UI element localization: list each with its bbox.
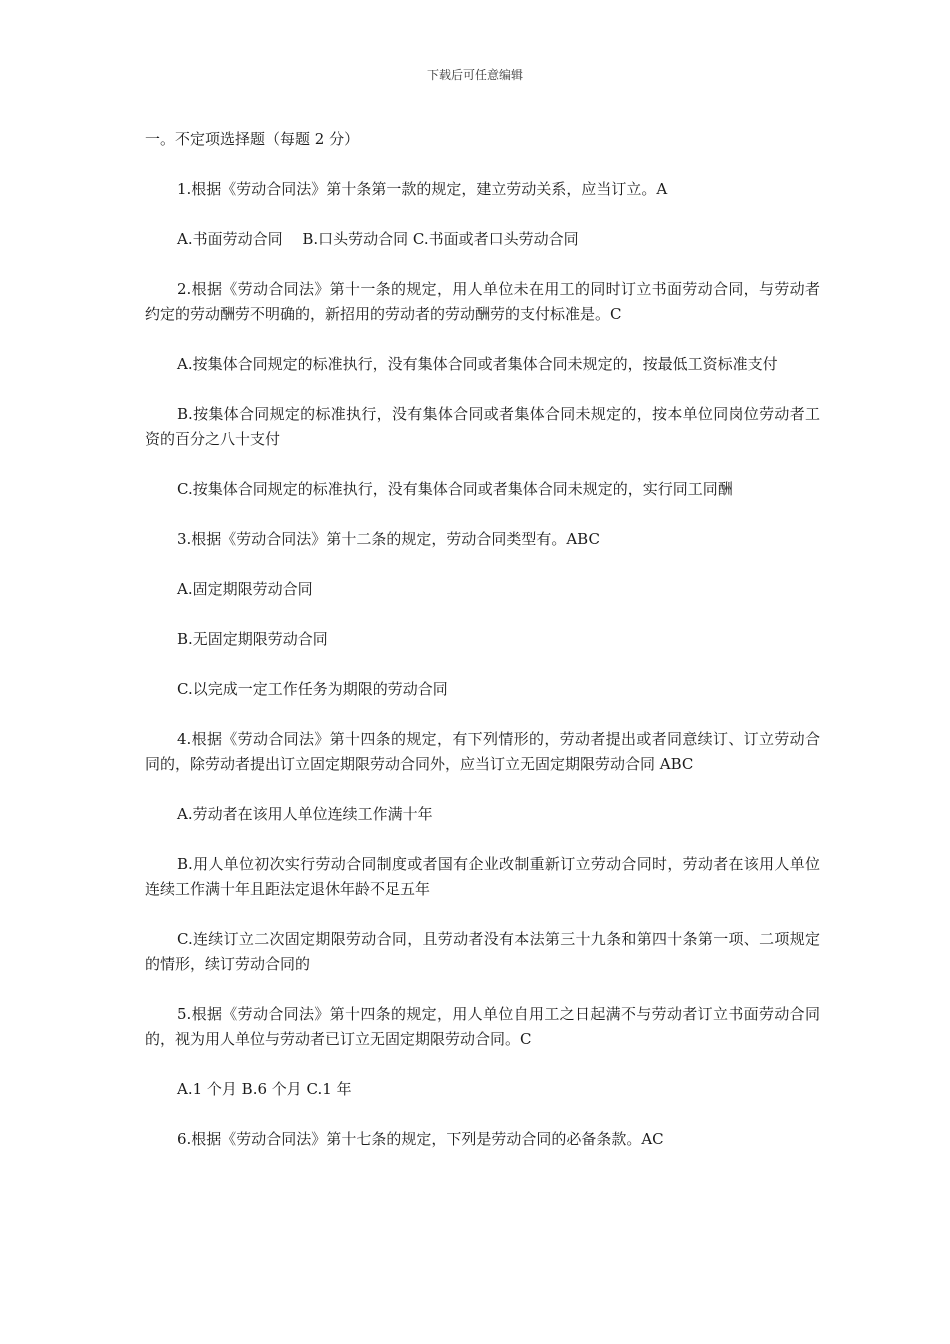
document-body — [145, 127, 820, 1177]
question-3: 3.根据《劳动合同法》第十二条的规定，劳动合同类型有。ABC — [177, 530, 600, 548]
question-3-option-a: A.固定期限劳动合同 — [177, 580, 313, 598]
question-5: 5.根据《劳动合同法》第十四条的规定，用人单位自用工之日起满不与劳动者订立书面劳动合同的，视为用人单位与劳动者已订立无固定期限劳动合同。C — [145, 1005, 820, 1048]
question-1: 1.根据《劳动合同法》第十条第一款的规定，建立劳动关系，应当订立。A — [177, 180, 668, 198]
question-1-options: A.书面劳动合同 B.口头劳动合同 C.书面或者口头劳动合同 — [177, 230, 579, 248]
question-5-options: A.1 个月 B.6 个月 C.1 年 — [177, 1080, 352, 1098]
question-2-option-c: C.按集体合同规定的标准执行，没有集体合同或者集体合同未规定的，实行同工同酬 — [177, 480, 733, 498]
question-4: 4.根据《劳动合同法》第十四条的规定，有下列情形的，劳动者提出或者同意续订、订立劳动合同的，除劳动者提出订立固定期限劳动合同外，应当订立无固定期限劳动合同 ABC — [145, 730, 820, 773]
section-title: 一。不定项选择题（每题 2 分） — [145, 130, 360, 148]
question-2: 2.根据《劳动合同法》第十一条的规定，用人单位未在用工的同时订立书面劳动合同，与劳动者约定的劳动酬劳不明确的，新招用的劳动者的劳动酬劳的支付标准是。C — [145, 280, 820, 323]
question-4-option-a: A.劳动者在该用人单位连续工作满十年 — [177, 805, 433, 823]
question-3-option-b: B.无固定期限劳动合同 — [177, 630, 328, 648]
question-4-option-c: C.连续订立二次固定期限劳动合同，且劳动者没有本法第三十九条和第四十条第一项、二项规定的情形，续订劳动合同的 — [145, 930, 820, 973]
question-2-option-b: B.按集体合同规定的标准执行，没有集体合同或者集体合同未规定的，按本单位同岗位劳动者工资的百分之八十支付 — [145, 405, 820, 448]
question-6: 6.根据《劳动合同法》第十七条的规定，下列是劳动合同的必备条款。AC — [177, 1130, 664, 1148]
question-4-option-b: B.用人单位初次实行劳动合同制度或者国有企业改制重新订立劳动合同时，劳动者在该用人单位连续工作满十年且距法定退休年龄不足五年 — [145, 855, 820, 898]
question-2-option-a: A.按集体合同规定的标准执行，没有集体合同或者集体合同未规定的，按最低工资标准支付 — [177, 355, 778, 373]
question-3-option-c: C.以完成一定工作任务为期限的劳动合同 — [177, 680, 448, 698]
page-header: 下载后可任意编辑 — [426, 68, 523, 82]
